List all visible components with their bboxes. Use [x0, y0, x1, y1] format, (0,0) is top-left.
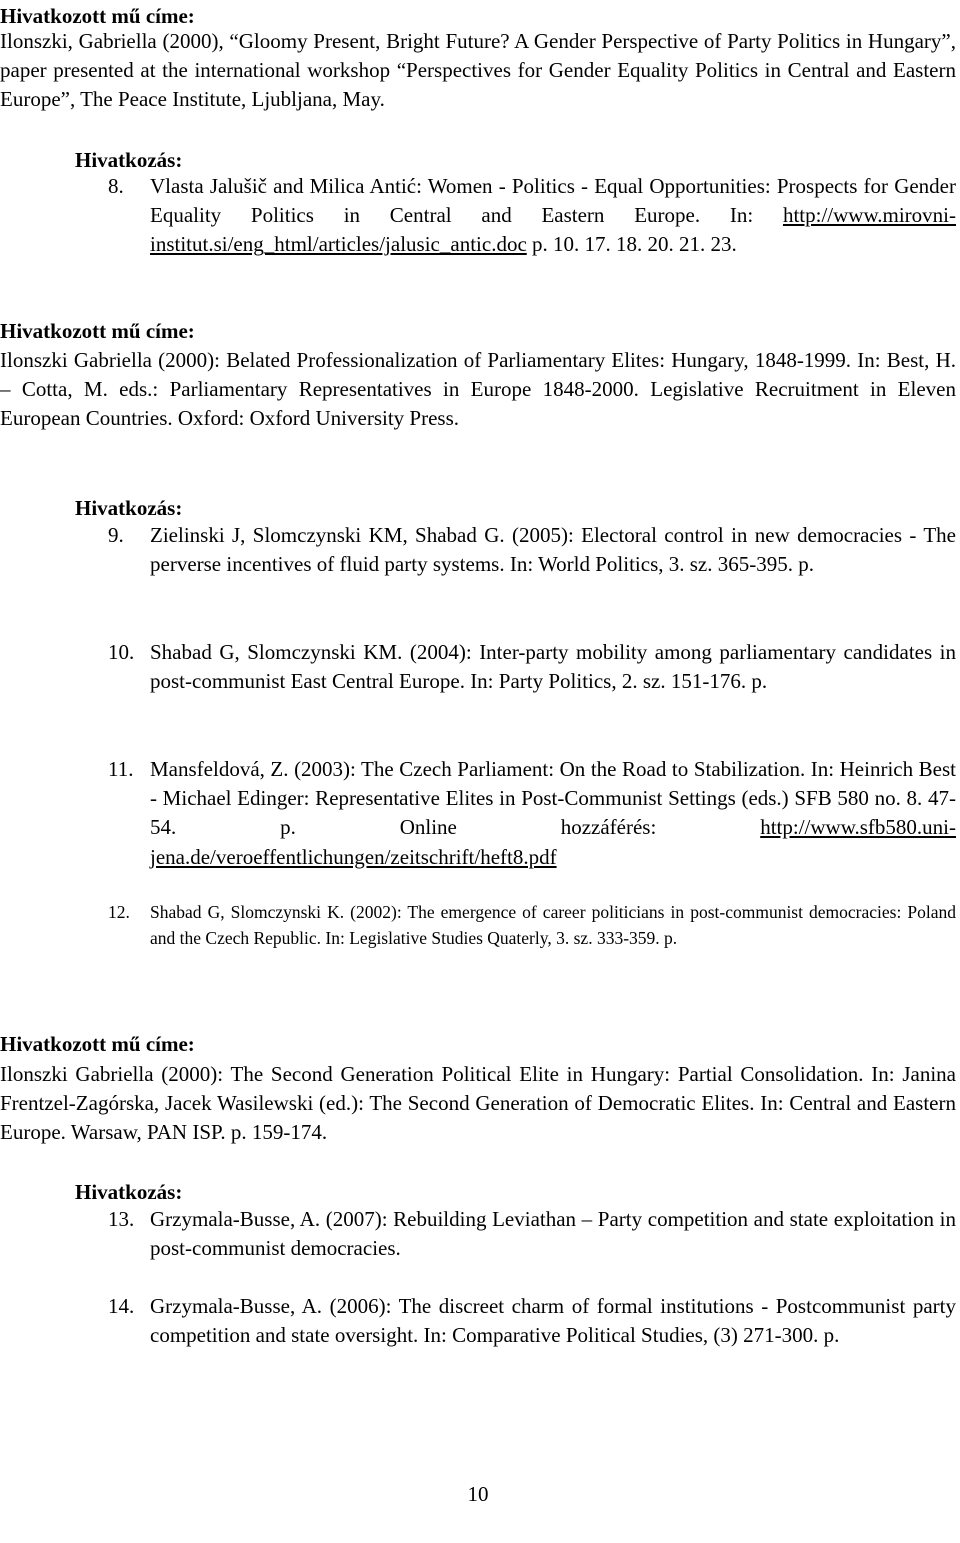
reference-text: [150, 755, 956, 872]
citation-heading: Hivatkozás:: [75, 496, 183, 520]
reference-body: Mansfeldová, Z. (2003): The Czech Parliament: On the Road to Stabilization. In: Heinrich Best - Michael Edinger: Representative Elites in Post-Communist Settings (eds.) SFB 580 no. 8. 47-54. p. Online hozzáférés:: [150, 757, 956, 840]
cited-title-heading: Hivatkozott mű címe:: [0, 319, 195, 343]
cited-work-text: Ilonszki Gabriella (2000): The Second Generation Political Elite in Hungary: Partial Consolidation. In: Janina Frentzel-Zagórska, Jacek Wasilewski (ed.): The Second Generation of Democratic Elites. In: Central and Eastern Europe. Warsaw, PAN ISP. p. 159-174.: [0, 1062, 956, 1145]
reference-text: Shabad G, Slomczynski K. (2002): The emergence of career politicians in post-communist democracies: Poland and the Czech Republic. In: Legislative Studies Quaterly, 3. sz. 333-359. p.: [150, 902, 956, 948]
reference-link[interactable]: http://www.sfb580.uni-jena.de/veroeffentlichungen/zeitschrift/heft8.pdf: [150, 815, 956, 869]
reference-pages: p. 10. 17. 18. 20. 21. 23.: [532, 232, 737, 257]
reference-text: Grzymala-Busse, A. (2006): The discreet charm of formal institutions - Postcommunist party competition and state oversight. In: Comparative Political Studies, (3) 271-300. p.: [150, 1294, 956, 1348]
citation-heading: Hivatkozás:: [75, 1180, 183, 1204]
reference-number: 8.: [108, 174, 124, 198]
page-number: 10: [467, 1482, 489, 1506]
reference-number: 9.: [108, 523, 124, 547]
reference-text: [150, 172, 956, 260]
cited-title-heading: Hivatkozott mű címe:: [0, 1032, 195, 1056]
citation-heading: Hivatkozás:: [75, 148, 183, 172]
reference-body: Vlasta Jalušič and Milica Antić: Women - Politics - Equal Opportunities: Prospects for Gender Equality Politics in Central and Eastern Europe. In:: [150, 174, 956, 228]
reference-text: Grzymala-Busse, A. (2007): Rebuilding Leviathan – Party competition and state exploitation in post-communist democracies.: [150, 1207, 956, 1261]
reference-number: 12.: [108, 902, 130, 922]
cited-work-text: Ilonszki Gabriella (2000): Belated Professionalization of Parliamentary Elites: Hungary, 1848-1999. In: Best, H. – Cotta, M. eds.: Parliamentary Representatives in Europe 1848-2000. Legislative Recruitment in Eleven European Countries. Oxford: Oxford University Press.: [0, 348, 956, 431]
reference-text: Shabad G, Slomczynski KM. (2004): Inter-party mobility among parliamentary candidates in post-communist East Central Europe. In: Party Politics, 2. sz. 151-176. p.: [150, 640, 956, 694]
reference-number: 13.: [108, 1207, 135, 1231]
reference-number: 10.: [108, 640, 135, 664]
reference-number: 14.: [108, 1294, 135, 1318]
cited-work-text: Ilonszki, Gabriella (2000), “Gloomy Present, Bright Future? A Gender Perspective of Party Politics in Hungary”, paper presented at the international workshop “Perspectives for Gender Equality Politics in Central and Eastern Europe”, The Peace Institute, Ljubljana, May.: [0, 29, 956, 112]
reference-number: 11.: [108, 757, 134, 781]
reference-link[interactable]: http://www.mirovni-institut.si/eng_html/articles/jalusic_antic.doc: [150, 203, 956, 257]
reference-text: Zielinski J, Slomczynski KM, Shabad G. (2005): Electoral control in new democracies - The perverse incentives of fluid party systems. In: World Politics, 3. sz. 365-395. p.: [150, 523, 956, 577]
cited-title-heading: Hivatkozott mű címe:: [0, 4, 195, 28]
